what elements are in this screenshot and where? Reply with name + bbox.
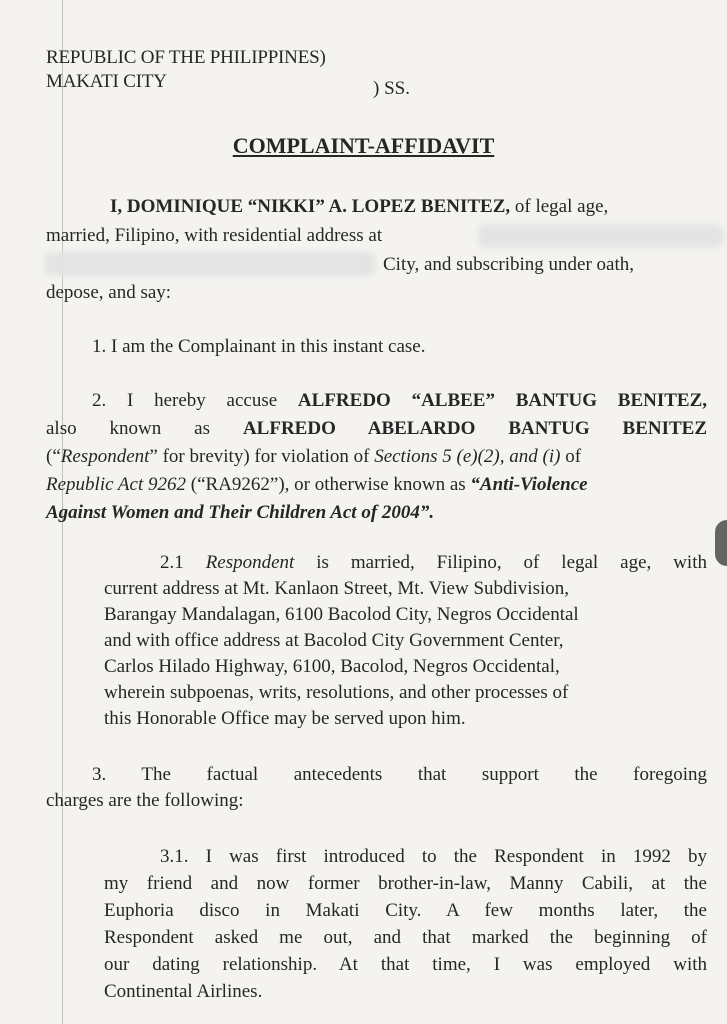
- para-2-line-1: 2. I hereby accuse ALFREDO “ALBEE” BANTUG BENITEZ,: [92, 390, 708, 411]
- para-2-line-4: Republic Act 9262 (“RA9262”), or otherwise known as “Anti-Violence: [46, 474, 588, 495]
- para-2-1-line-6: wherein subpoenas, writs, resolutions, and other processes of: [104, 682, 569, 703]
- para-3-1-line-5: our dating relationship. At that time, I was employed with: [104, 954, 707, 975]
- venue-ss: ) SS.: [373, 78, 410, 99]
- para-2-1-line-2: current address at Mt. Kanlaon Street, Mt. View Subdivision,: [104, 578, 569, 599]
- intro-line-4: depose, and say:: [46, 282, 172, 303]
- venue-block: [46, 46, 326, 94]
- redacted-address-1: [478, 224, 724, 248]
- para-2-1-line-1: 2.1 Respondent is married, Filipino, of legal age, with: [160, 552, 707, 573]
- para-3-1-line-6: Continental Airlines.: [104, 981, 263, 1002]
- para-3-1-line-3: Euphoria disco in Makati City. A few months later, the: [104, 900, 707, 921]
- page-edge-tab: [715, 520, 727, 566]
- para-2-1-line-5: Carlos Hilado Highway, 6100, Bacolod, Negros Occidental,: [104, 656, 560, 677]
- para-3-1-line-1: 3.1. I was first introduced to the Respondent in 1992 by: [160, 846, 707, 867]
- para-2-line-5: Against Women and Their Children Act of 2004”.: [46, 502, 435, 523]
- redacted-address-2: [44, 252, 376, 276]
- intro-line-3: City, and subscribing under oath,: [383, 254, 635, 275]
- intro-line-1: I, DOMINIQUE “NIKKI” A. LOPEZ BENITEZ, of legal age,: [110, 196, 609, 217]
- para-2-1-line-7: this Honorable Office may be served upon him.: [104, 708, 466, 729]
- document-title: COMPLAINT-AFFIDAVIT: [232, 133, 495, 158]
- para-2-line-2: also known as ALFREDO ABELARDO BANTUG BENITEZ: [46, 418, 708, 439]
- para-2-1-line-4: and with office address at Bacolod City Government Center,: [104, 630, 564, 651]
- para-3-1-line-2: my friend and now former brother-in-law, Manny Cabili, at the: [104, 873, 707, 894]
- para-3-line-1: 3. The factual antecedents that support the foregoing: [92, 764, 707, 785]
- para-2-1-line-3: Barangay Mandalagan, 6100 Bacolod City, Negros Occidental: [104, 604, 579, 625]
- para-1: 1. I am the Complainant in this instant case.: [92, 336, 426, 357]
- intro-line-2: married, Filipino, with residential address at: [46, 225, 383, 246]
- para-3-line-2: charges are the following:: [46, 790, 244, 811]
- venue-republic: REPUBLIC OF THE PHILIPPINES): [46, 47, 326, 68]
- affiant-name: I, DOMINIQUE “NIKKI” A. LOPEZ BENITEZ,: [110, 196, 511, 217]
- para-3-1-line-4: Respondent asked me out, and that marked the beginning of: [104, 927, 707, 948]
- venue-city: MAKATI CITY: [46, 71, 167, 92]
- para-2-line-3: (“Respondent” for brevity) for violation of Sections 5 (e)(2), and (i) of: [46, 446, 582, 467]
